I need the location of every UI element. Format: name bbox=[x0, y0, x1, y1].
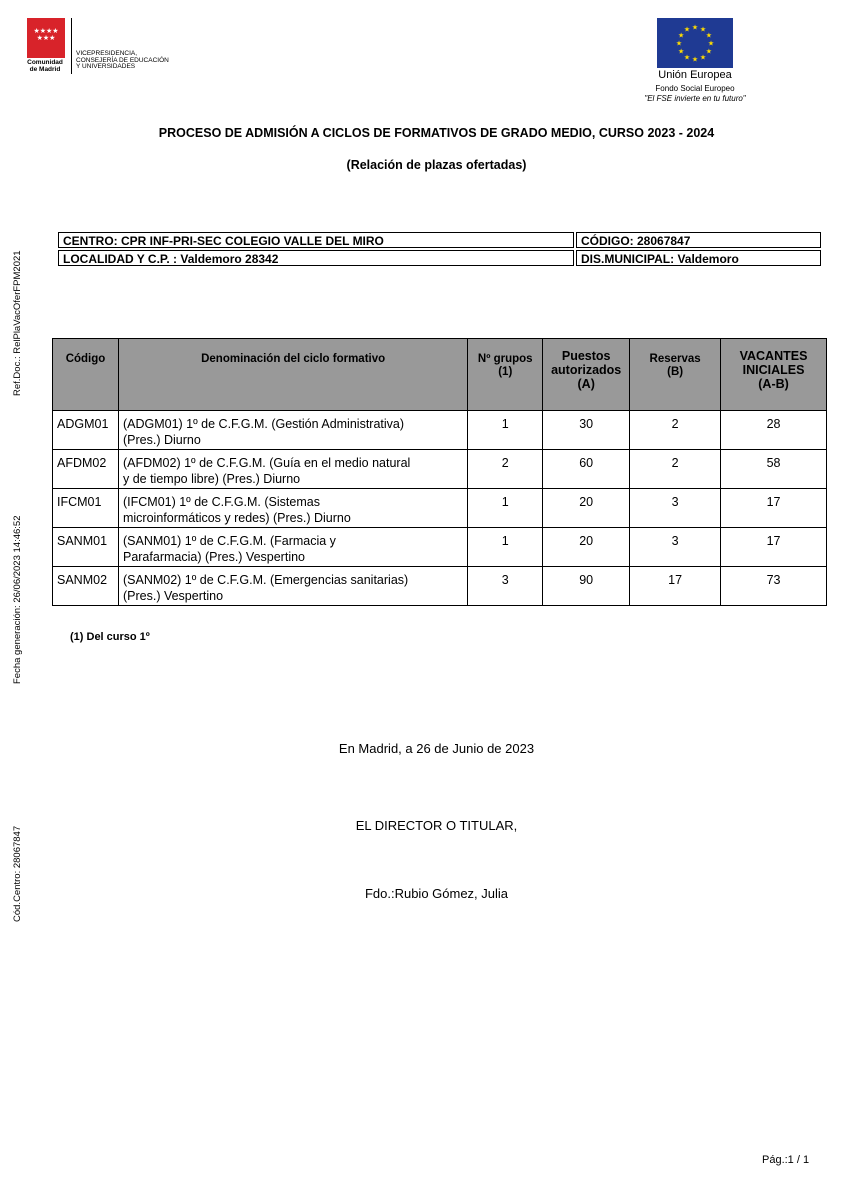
col-reservas-label: Reservas bbox=[649, 353, 701, 365]
table-row bbox=[53, 450, 827, 489]
den-line1: (SANM02) 1º de C.F.G.M. (Emergencias sanitarias) bbox=[122, 573, 409, 587]
col-grupos-label: Nº grupos bbox=[477, 353, 533, 365]
dept-line3: Y UNIVERSIDADES bbox=[76, 63, 136, 70]
cell-codigo: SANM01 bbox=[53, 528, 119, 567]
cell-vacantes: 17 bbox=[721, 528, 827, 567]
place-date: En Madrid, a 26 de Junio de 2023 bbox=[338, 741, 535, 756]
cell-grupos: 1 bbox=[468, 489, 543, 528]
cell-reservas: 2 bbox=[630, 411, 721, 450]
document-title: PROCESO DE ADMISIÓN A CICLOS DE FORMATIVOS DE GRADO MEDIO, CURSO 2023 - 2024 bbox=[158, 126, 715, 140]
eu-star-icon: ★ bbox=[678, 48, 685, 56]
den-line1: (IFCM01) 1º de C.F.G.M. (Sistemas bbox=[122, 495, 320, 509]
cell-puestos: 20 bbox=[543, 489, 630, 528]
col-puestos bbox=[543, 339, 630, 411]
den-line1: (ADGM01) 1º de C.F.G.M. (Gestión Administrativa) bbox=[122, 417, 405, 431]
cell-puestos: 20 bbox=[543, 528, 630, 567]
footnote: (1) Del curso 1º bbox=[70, 631, 150, 643]
eu-star-icon: ★ bbox=[691, 24, 699, 32]
den-line2: (Pres.) Vespertino bbox=[122, 589, 224, 603]
cell-denominacion bbox=[118, 567, 467, 606]
col-codigo-label: Código bbox=[65, 353, 106, 365]
col-vacantes-label2: INICIALES bbox=[742, 363, 805, 377]
col-puestos-label2: autorizados bbox=[551, 363, 622, 377]
dept-line1: VICEPRESIDENCIA, bbox=[76, 50, 138, 57]
cell-denominacion bbox=[118, 528, 467, 567]
cell-codigo: ADGM01 bbox=[53, 411, 119, 450]
cell-grupos: 2 bbox=[468, 450, 543, 489]
cell-reservas: 3 bbox=[630, 528, 721, 567]
col-puestos-label3: (A) bbox=[577, 377, 595, 391]
cell-vacantes: 17 bbox=[721, 489, 827, 528]
madrid-name-line2: de Madrid bbox=[29, 66, 61, 73]
centro-name-box: CENTRO: CPR INF-PRI-SEC COLEGIO VALLE DEL MIRO bbox=[58, 232, 574, 248]
cell-grupos: 1 bbox=[468, 411, 543, 450]
eu-star-icon: ★ bbox=[705, 48, 712, 56]
plazas-table bbox=[52, 338, 827, 606]
logo-divider bbox=[71, 18, 72, 74]
col-reservas-note: (B) bbox=[667, 366, 684, 378]
madrid-logo-name bbox=[20, 59, 70, 73]
table-header-row bbox=[53, 339, 827, 411]
signatory-role: EL DIRECTOR O TITULAR, bbox=[355, 818, 518, 833]
col-puestos-label1: Puestos bbox=[561, 349, 611, 363]
cell-grupos: 1 bbox=[468, 528, 543, 567]
localidad-box: LOCALIDAD Y C.P. : Valdemoro 28342 bbox=[58, 250, 574, 266]
eu-star-icon: ★ bbox=[678, 32, 685, 40]
page-number: Pág.:1 / 1 bbox=[762, 1154, 810, 1166]
cell-denominacion bbox=[118, 450, 467, 489]
eu-motto: "El FSE invierte en tu futuro" bbox=[644, 94, 746, 103]
col-denominacion-label: Denominación del ciclo formativo bbox=[201, 353, 386, 365]
eu-star-icon: ★ bbox=[691, 56, 699, 64]
centro-code-box: CÓDIGO: 28067847 bbox=[576, 232, 821, 248]
eu-star-icon: ★ bbox=[675, 40, 683, 48]
eu-stars-icon bbox=[657, 18, 733, 68]
col-reservas bbox=[630, 339, 721, 411]
cell-vacantes: 73 bbox=[721, 567, 827, 606]
eu-star-icon: ★ bbox=[707, 40, 715, 48]
document-subtitle: (Relación de plazas ofertadas) bbox=[346, 158, 527, 172]
cell-vacantes: 58 bbox=[721, 450, 827, 489]
dept-line2: CONSEJERÍA DE EDUCACIÓN bbox=[76, 56, 169, 64]
den-line1: (AFDM02) 1º de C.F.G.M. (Guía en el medio natural bbox=[122, 456, 411, 470]
cell-codigo: AFDM02 bbox=[53, 450, 119, 489]
col-denominacion bbox=[118, 339, 467, 411]
eu-star-icon: ★ bbox=[699, 26, 707, 34]
den-line2: Parafarmacia) (Pres.) Vespertino bbox=[122, 550, 305, 564]
cell-codigo: SANM02 bbox=[53, 567, 119, 606]
table-row bbox=[53, 528, 827, 567]
col-vacantes-label3: (A-B) bbox=[758, 377, 789, 391]
signature-name: Fdo.:Rubio Gómez, Julia bbox=[364, 886, 509, 901]
col-grupos bbox=[468, 339, 543, 411]
col-grupos-note: (1) bbox=[498, 366, 513, 378]
madrid-stars-icon: ★★★★ ★★★ bbox=[33, 28, 59, 42]
cell-puestos: 30 bbox=[543, 411, 630, 450]
cell-denominacion bbox=[118, 489, 467, 528]
cell-codigo: IFCM01 bbox=[53, 489, 119, 528]
side-cod-centro: Cód.Centro: 28067847 bbox=[12, 825, 23, 922]
cell-reservas: 2 bbox=[630, 450, 721, 489]
cell-reservas: 17 bbox=[630, 567, 721, 606]
madrid-name-line1: Comunidad bbox=[27, 59, 63, 66]
table-row bbox=[53, 411, 827, 450]
cell-denominacion bbox=[118, 411, 467, 450]
den-line2: (Pres.) Diurno bbox=[122, 433, 201, 447]
col-vacantes-label1: VACANTES bbox=[739, 349, 808, 363]
table-row bbox=[53, 567, 827, 606]
table-row bbox=[53, 489, 827, 528]
den-line2: microinformáticos y redes) (Pres.) Diurno bbox=[122, 511, 351, 525]
den-line1: (SANM01) 1º de C.F.G.M. (Farmacia y bbox=[122, 534, 336, 548]
cell-reservas: 3 bbox=[630, 489, 721, 528]
eu-star-icon: ★ bbox=[705, 32, 712, 40]
cell-puestos: 60 bbox=[543, 450, 630, 489]
distrito-box: DIS.MUNICIPAL: Valdemoro bbox=[576, 250, 821, 266]
col-vacantes bbox=[721, 339, 827, 411]
den-line2: y de tiempo libre) (Pres.) Diurno bbox=[122, 472, 301, 486]
side-ref-doc: Ref.Doc.: RelPlaVacOferFPM2021 bbox=[12, 250, 23, 396]
cell-vacantes: 28 bbox=[721, 411, 827, 450]
eu-subtitle: Fondo Social Europeo bbox=[655, 84, 735, 93]
madrid-department bbox=[76, 51, 206, 71]
cell-puestos: 90 bbox=[543, 567, 630, 606]
eu-star-icon: ★ bbox=[683, 26, 691, 34]
eu-star-icon: ★ bbox=[699, 54, 707, 62]
eu-star-icon: ★ bbox=[683, 54, 691, 62]
eu-title: Unión Europea bbox=[658, 69, 732, 81]
col-codigo bbox=[53, 339, 119, 411]
eu-flag-icon bbox=[657, 18, 733, 68]
side-fecha-generacion: Fecha generación: 26/06/2023 14:46:52 bbox=[12, 515, 23, 684]
cell-grupos: 3 bbox=[468, 567, 543, 606]
